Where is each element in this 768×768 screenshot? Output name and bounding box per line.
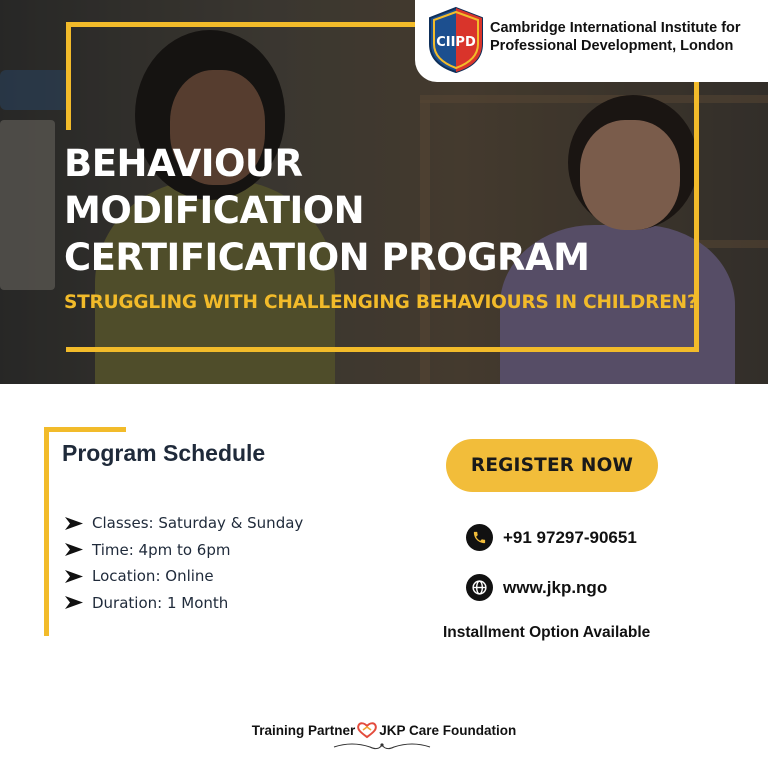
training-partner-label: Training Partner <box>251 722 356 738</box>
frame-line <box>66 22 71 130</box>
register-now-button[interactable]: REGISTER NOW <box>446 439 658 492</box>
arrow-bullet-icon <box>64 516 84 531</box>
institute-name <box>490 19 741 55</box>
website-contact[interactable] <box>466 574 607 601</box>
schedule-item <box>64 563 303 590</box>
phone-contact[interactable] <box>466 524 637 551</box>
institute-name-line: Professional Development, London <box>490 38 734 54</box>
arrow-bullet-icon <box>64 595 84 610</box>
schedule-item-text: Duration: 1 Month <box>92 593 229 612</box>
frame-line <box>66 347 699 352</box>
schedule-item <box>64 537 303 564</box>
schedule-title: Program Schedule <box>62 440 266 466</box>
decorative-flourish <box>332 739 432 753</box>
schedule-list <box>64 510 303 616</box>
arrow-bullet-icon <box>64 542 84 557</box>
website-url: www.jkp.ngo <box>503 577 608 597</box>
schedule-item-text: Time: 4pm to 6pm <box>92 540 231 559</box>
training-partner-footer <box>0 721 768 739</box>
partner-name: JKP Care Foundation <box>379 722 517 738</box>
title-line: MODIFICATION <box>64 189 365 232</box>
installment-note: Installment Option Available <box>443 624 651 641</box>
frame-line <box>66 22 420 27</box>
program-subtitle: STRUGGLING WITH CHALLENGING BEHAVIOURS IN CHILDREN? <box>64 292 698 313</box>
schedule-item <box>64 590 303 617</box>
schedule-item <box>64 510 303 537</box>
logo-text: CIIPD <box>436 35 476 50</box>
title-line: BEHAVIOUR <box>64 142 303 185</box>
institute-name-line: Cambridge International Institute for <box>490 20 741 36</box>
program-title <box>64 140 589 281</box>
arrow-bullet-icon <box>64 569 84 584</box>
heart-logo-icon <box>356 721 378 739</box>
schedule-item-text: Location: Online <box>92 567 214 586</box>
phone-number: +91 97297-90651 <box>503 527 637 547</box>
phone-icon <box>466 524 493 551</box>
schedule-frame-line <box>44 427 126 432</box>
title-line: CERTIFICATION PROGRAM <box>64 236 590 279</box>
institute-logo <box>426 6 486 74</box>
schedule-item-text: Classes: Saturday & Sunday <box>92 514 304 533</box>
schedule-frame-line <box>44 427 49 636</box>
globe-icon <box>466 574 493 601</box>
